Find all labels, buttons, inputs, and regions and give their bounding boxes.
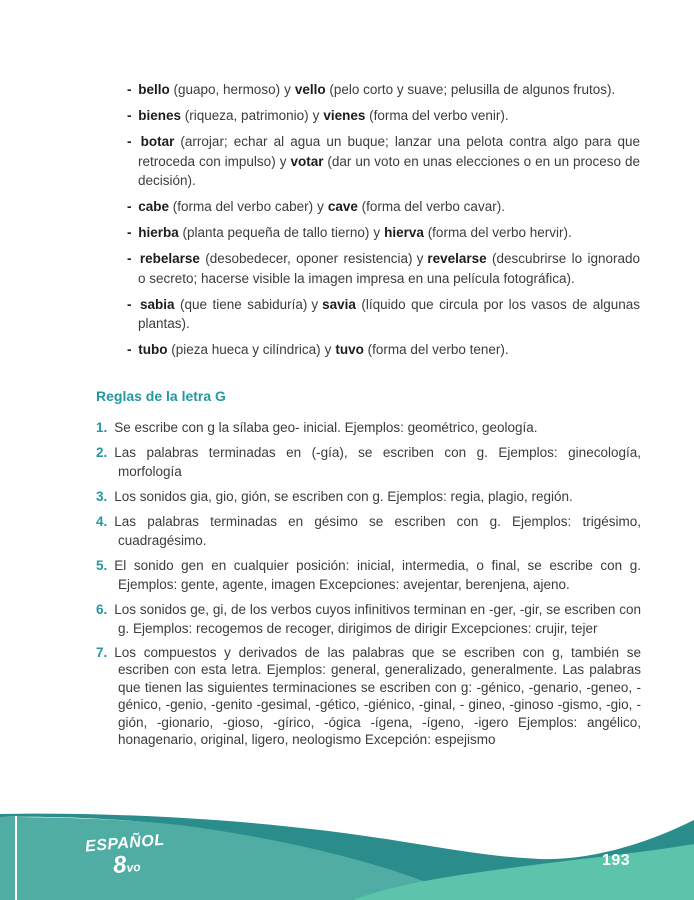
homophone-def-1: (guapo, hermoso) (169, 82, 281, 97)
rule-text: El sonido gen en cualquier posición: inicial, intermedia, o final, se escribe con g. Ejemplos: gente, agente, imagen Excepciones: avejentar, berenjena, ajeno. (114, 557, 641, 592)
bullet-dash: - (127, 82, 136, 97)
bullet-dash: - (127, 251, 137, 266)
rule-item (96, 644, 641, 749)
rule-number: 5. (96, 557, 108, 573)
homophone-word-1: hierba (138, 225, 179, 240)
rule-number: 7. (96, 644, 108, 660)
homophone-def-2: (pelo corto y suave; pelusilla de algunos frutos). (325, 82, 616, 97)
conjunction: y (416, 251, 424, 266)
conjunction: y (373, 225, 381, 240)
homophone-def-2: (líquido que circula por los vasos de algunas plantas). (138, 296, 640, 331)
rule-item (96, 600, 641, 638)
rule-item (96, 418, 641, 437)
rule-number: 1. (96, 419, 108, 435)
page-content (96, 80, 641, 755)
homophone-def-2: (descubrirse lo ignorado o secreto; hacerse visible la imagen impresa en una película fotográfica). (138, 251, 640, 286)
homophone-item (127, 106, 640, 126)
rules-list (96, 418, 641, 749)
homophone-word-1: bello (138, 82, 170, 97)
bullet-dash: - (127, 199, 136, 214)
homophone-def-2: (forma del verbo cavar). (357, 199, 505, 214)
homophone-word-1: sabia (140, 296, 175, 312)
homophone-list (127, 80, 640, 360)
homophone-word-2: cave (327, 199, 358, 214)
homophone-word-1: cabe (138, 199, 170, 214)
rule-item (96, 512, 641, 550)
page-number: 193 (602, 852, 631, 869)
rule-text: Las palabras terminadas en gésimo se escriben con g. Ejemplos: trigésimo, cuadragésimo. (114, 513, 641, 548)
homophone-word-1: tubo (138, 342, 168, 357)
homophone-def-2: (dar un voto en unas elecciones o en un proceso de decisión). (138, 153, 640, 188)
homophone-item (127, 80, 640, 100)
homophone-word-2: revelarse (427, 251, 487, 266)
homophone-word-2: hierva (384, 225, 424, 240)
homophone-item (127, 340, 640, 360)
book-brand (84, 833, 167, 881)
bullet-dash: - (127, 108, 136, 123)
homophone-def-1: (forma del verbo caber) (169, 199, 314, 214)
homophone-def-1: (desobedecer, oponer resistencia) (199, 251, 413, 266)
rule-text: Las palabras terminadas en (-gía), se escriben con g. Ejemplos: ginecología, morfología (114, 444, 641, 479)
homophone-def-1: (planta pequeña de tallo tierno) (178, 225, 370, 240)
bullet-dash: - (127, 225, 136, 240)
rule-text: Se escribe con g la sílaba geo- inicial. Ejemplos: geométrico, geología. (114, 419, 538, 435)
conjunction: y (279, 153, 287, 169)
rule-number: 4. (96, 513, 108, 529)
rule-text: Los sonidos ge, gi, de los verbos cuyos infinitivos terminan en -ger, -gir, se escriben con g. Ejemplos: recogemos de recoger, dirigimos de dirigir Excepciones: crujir, tejer (114, 601, 641, 636)
bullet-dash: - (127, 342, 136, 357)
rule-text: Los compuestos y derivados de las palabras que se escriben con g, también se escriben con esta letra. Ejemplos: general, generalizado, generalmente. Las palabras que tienen las siguientes terminaciones se escriben con g: -génico, -genario, -geneo, -génico, -genio, -genito -gesimal, -gético, -giénico, -ginal, - gineo, -ginoso -gismo, -gio, -gión, -gionario, -gioso, -gírico, -ógica -ígena, -ígeno, -igero Ejemplos: angélico, honagenario, original, ligero, neologismo Excepción: espejismo (114, 644, 641, 747)
homophone-item (127, 249, 640, 288)
homophone-word-2: savia (322, 296, 356, 312)
homophone-word-2: vello (294, 82, 326, 97)
rule-item (96, 443, 641, 481)
rule-number: 3. (96, 488, 108, 504)
conjunction: y (317, 199, 324, 214)
homophone-def-1: (riqueza, patrimonio) (181, 108, 309, 123)
rule-item (96, 487, 641, 506)
brand-subject-label: ESPAÑOL (84, 831, 166, 856)
footer-accent-line (15, 816, 17, 900)
rule-text: Los sonidos gia, gio, gión, se escriben con g. Ejemplos: regia, plagio, región. (114, 488, 573, 504)
homophone-def-2: (forma del verbo venir). (365, 108, 509, 123)
homophone-word-2: tuvo (335, 342, 364, 357)
conjunction: y (284, 82, 291, 97)
section-title: Reglas de la letra G (96, 387, 226, 404)
homophone-item (127, 295, 640, 334)
homophone-item (127, 197, 640, 217)
page-footer (0, 812, 694, 900)
homophone-def-1: (arrojar; echar al agua un buque; lanzar una pelota contra algo para que retroceda con impulso) (138, 134, 641, 169)
homophone-word-1: bienes (138, 108, 182, 123)
homophone-def-1: (pieza hueca y cilíndrica) (167, 342, 321, 357)
homophone-word-2: votar (290, 153, 324, 169)
homophone-def-2: (forma del verbo hervir). (423, 225, 572, 240)
conjunction: y (324, 342, 332, 357)
homophone-word-2: vienes (323, 108, 366, 123)
homophone-word-1: rebelarse (139, 251, 200, 266)
homophone-def-2: (forma del verbo tener). (363, 342, 509, 357)
bullet-dash: - (127, 134, 138, 149)
bullet-dash: - (127, 296, 137, 312)
homophone-word-1: botar (140, 134, 175, 149)
rule-number: 6. (96, 601, 108, 617)
rule-item (96, 556, 641, 594)
homophone-item (127, 132, 640, 191)
homophone-item (127, 223, 640, 243)
rule-number: 2. (96, 444, 108, 460)
homophone-def-1: (que tiene sabiduría) (174, 296, 308, 312)
conjunction: y (312, 108, 320, 123)
conjunction: y (311, 296, 319, 312)
brand-grade-label: 8vo (111, 851, 142, 880)
